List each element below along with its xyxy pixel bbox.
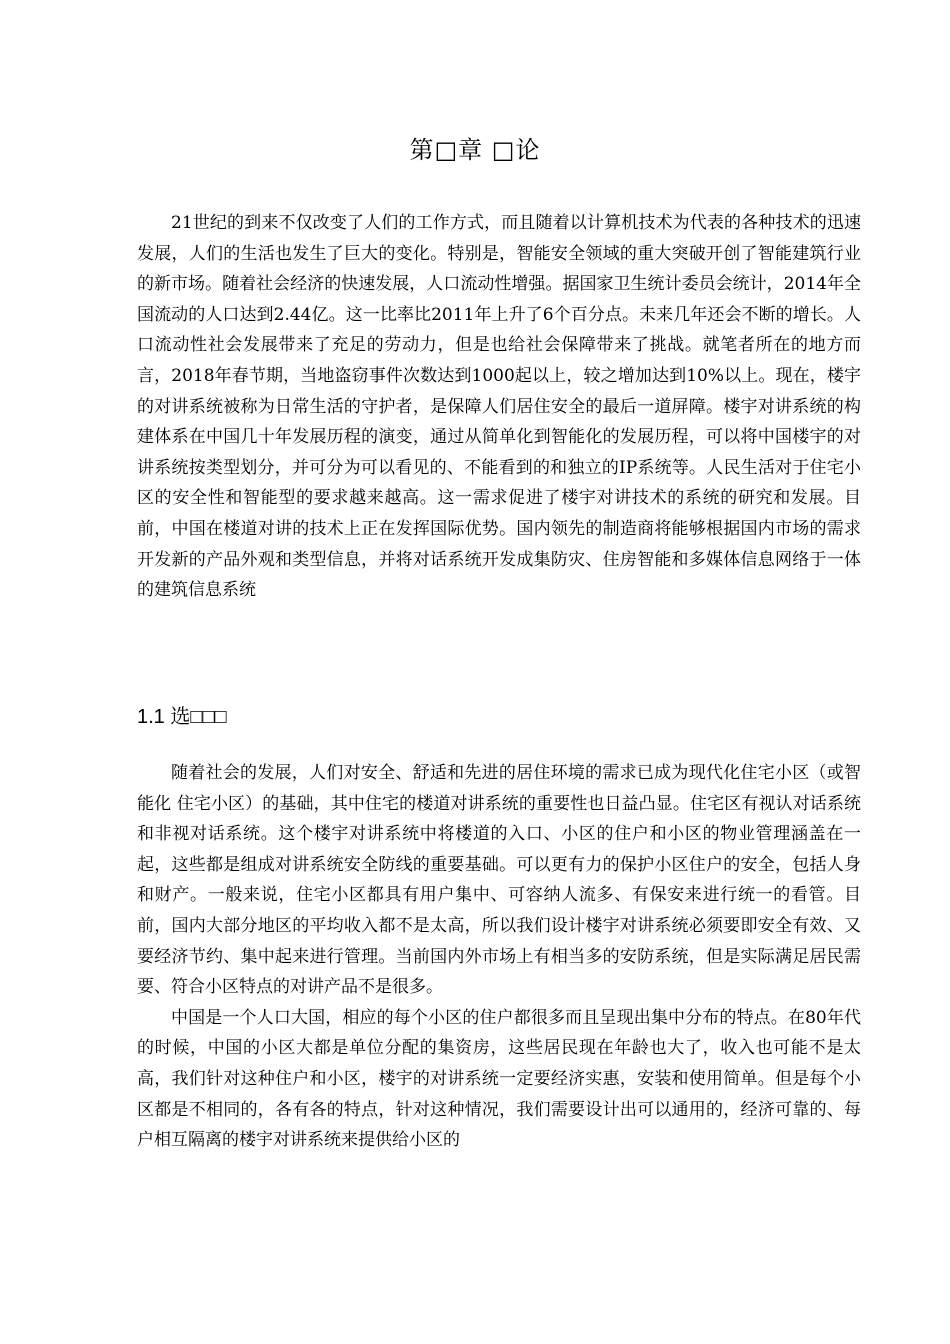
section-paragraph-2: 中国是一个人口大国，相应的每个小区的住户都很多而且呈现出集中分布的特点。在80年代的时候，中国的小区大都是单位分配的集资房，这些居民现在年龄也大了，收入也可能不是太高，我们针对这种住户和小区，楼宇的对讲系统一定要经济实惠，安装和使用简单。但是每个小区都是不相同的，各有各的特点，针对这种情况，我们需要设计出可以通用的，经济可靠的、每户相互隔离的楼宇对讲系统来提供给小区的 (137, 1007, 861, 1151)
intro-paragraph: 21世纪的到来不仅改变了人们的工作方式，而且随着以计算机技术为代表的各种技术的迅速发展，人们的生活也发生了巨大的变化。特别是，智能安全领域的重大突破开创了智能建筑行业的新市场。随着社会经济的快速发展，人口流动性增强。据国家卫生统计委员会统计，2014年全国流动的人口达到2.44亿。这一比率比2011年上升了6个百分点。未来几年还会不断的增长。人口流动性社会发展带来了充足的劳动力，但是也给社会保障带来了挑战。就笔者所在的地方而言，2018年春节期，当地盗窃事件次数达到1000起以上，较之增加达到10%以上。现在，楼宇的对讲系统被称为日常生活的守护者，是保障人们居住安全的最后一道屏障。楼宇对讲系统的构建体系在中国几十年发展历程的演变，通过从简单化到智能化的发展历程，可以将中国楼宇的对讲系统按类型划分，并可分为可以看见的、不能看到的和独立的IP系统等。人民生活对于住宅小区的安全性和智能型的要求越来越高。这一需求促进了楼宇对讲技术的系统的研究和发展。目前，中国在楼道对讲的技术上正在发挥国际优势。国内领先的制造商将能够根据国内市场的需求开发新的产品外观和类型信息，并将对话系统开发成集防灾、住房智能和多媒体信息网络于一体的建筑信息系统 (137, 213, 861, 601)
section-heading: 1.1 选□□□ (137, 706, 227, 728)
chapter-title: 第□章 □论 (409, 136, 541, 164)
section-paragraph-1: 随着社会的发展，人们对安全、舒适和先进的居住环境的需求已成为现代化住宅小区（或智能化 住宅小区）的基础，其中住宅的楼道对讲系统的重要性也日益凸显。住宅区有视认对话系统和非视对话系统。这个楼宇对讲系统中将楼道的入口、小区的住户和小区的物业管理涵盖在一起，这些都是组成对讲系统安全防线的重要基础。可以更有力的保护小区住户的安全，包括人身和财产。一般来说，住宅小区都具有用户集中、可容纳人流多、有保安来进行统一的看管。目前，国内大部分地区的平均收入都不是太高，所以我们设计楼宇对讲系统必须要即安全有效、又要经济节约、集中起来进行管理。当前国内外市场上有相当多的安防系统，但是实际满足居民需要、符合小区特点的对讲产品不是很多。 (137, 763, 861, 998)
section-body (137, 758, 861, 1156)
intro-section (137, 208, 861, 606)
